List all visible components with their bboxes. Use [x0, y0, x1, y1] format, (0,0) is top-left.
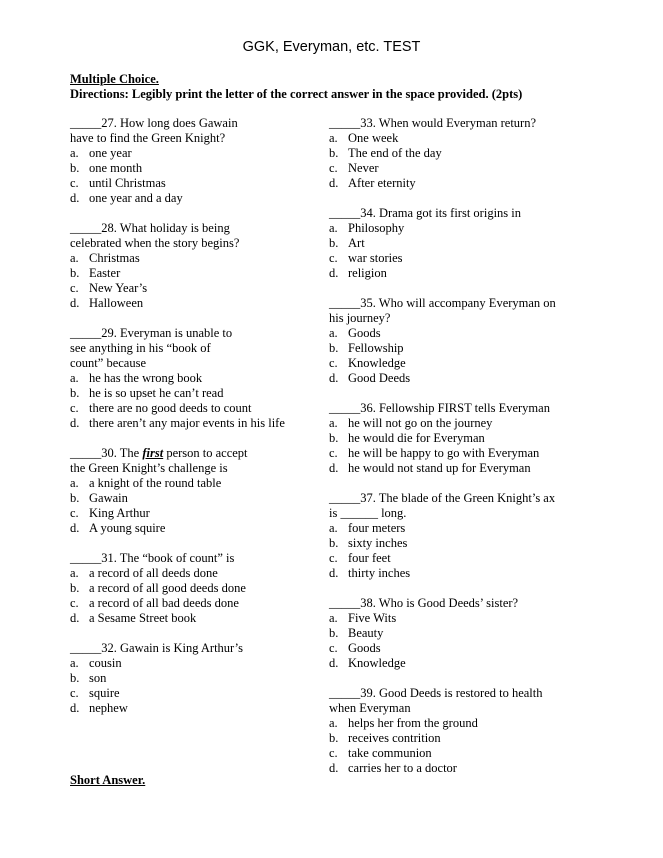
option-text: war stories — [348, 251, 403, 265]
answer-option — [329, 131, 589, 146]
option-text: Beauty — [348, 626, 384, 640]
option-text: religion — [348, 266, 387, 280]
option-text: receives contrition — [348, 731, 441, 745]
option-letter: d. — [70, 416, 80, 430]
option-letter: a. — [70, 146, 79, 160]
option-letter: d. — [329, 176, 339, 190]
answer-option — [70, 161, 300, 176]
answer-option — [329, 176, 589, 191]
option-text: Five Wits — [348, 611, 397, 625]
option-letter: b. — [329, 236, 339, 250]
option-letter: a. — [70, 251, 79, 265]
option-letter: b. — [329, 536, 339, 550]
answer-option — [70, 416, 300, 431]
question-item — [329, 401, 589, 476]
option-text: Goods — [348, 326, 381, 340]
answer-option — [70, 386, 300, 401]
option-text: Good Deeds — [348, 371, 411, 385]
option-text: Philosophy — [348, 221, 405, 235]
option-text: he would not stand up for Everyman — [348, 461, 531, 475]
question-stem: _____39. Good Deeds is restored to health when Everyman — [329, 686, 543, 715]
question-stem: _____29. Everyman is unable to see anything in his “book of count” because — [70, 326, 233, 370]
answer-option — [70, 476, 300, 491]
option-letter: c. — [70, 281, 79, 295]
option-letter: b. — [329, 146, 339, 160]
answer-option — [329, 641, 589, 656]
answer-option — [329, 356, 589, 371]
option-letter: b. — [329, 341, 339, 355]
answer-option — [329, 761, 589, 776]
option-letter: d. — [70, 611, 80, 625]
option-text: cousin — [89, 656, 122, 670]
answer-option — [329, 551, 589, 566]
option-text: Knowledge — [348, 356, 406, 370]
question-stem: _____28. What holiday is being celebrated when the story begins? — [70, 221, 240, 250]
answer-option — [70, 401, 300, 416]
option-text: Easter — [89, 266, 121, 280]
option-text: he is so upset he can’t read — [89, 386, 224, 400]
option-text: One week — [348, 131, 399, 145]
answer-option — [70, 176, 300, 191]
option-letter: c. — [70, 686, 79, 700]
directions: Directions: Legibly print the letter of the correct answer in the space provided. (2pts) — [70, 87, 523, 101]
question-item — [329, 491, 589, 581]
answer-option — [70, 581, 300, 596]
option-letter: d. — [329, 266, 339, 280]
option-text: carries her to a doctor — [348, 761, 457, 775]
question-stem: _____34. Drama got its first origins in — [329, 206, 521, 220]
option-letter: d. — [329, 371, 339, 385]
answer-option — [329, 146, 589, 161]
question-item — [70, 221, 300, 311]
answer-option — [329, 566, 589, 581]
option-text: there aren’t any major events in his life — [89, 416, 285, 430]
answer-option — [70, 566, 300, 581]
option-text: he will be happy to go with Everyman — [348, 446, 540, 460]
option-letter: d. — [329, 566, 339, 580]
option-letter: b. — [70, 161, 80, 175]
option-text: a knight of the round table — [89, 476, 222, 490]
answer-option — [70, 506, 300, 521]
option-letter: d. — [70, 296, 80, 310]
answer-option — [70, 266, 300, 281]
question-stem: _____35. Who will accompany Everyman on his journey? — [329, 296, 556, 325]
option-letter: a. — [70, 371, 79, 385]
option-letter: a. — [329, 221, 338, 235]
option-letter: b. — [70, 266, 80, 280]
option-letter: c. — [329, 251, 338, 265]
option-text: Art — [348, 236, 365, 250]
question-stem: _____31. The “book of count” is — [70, 551, 235, 565]
option-letter: d. — [329, 761, 339, 775]
question-stem: _____37. The blade of the Green Knight’s ax is ______ long. — [329, 491, 556, 520]
option-text: After eternity — [348, 176, 416, 190]
option-letter: b. — [329, 731, 339, 745]
answer-option — [70, 671, 300, 686]
question-stem: _____38. Who is Good Deeds’ sister? — [329, 596, 519, 610]
option-text: Knowledge — [348, 656, 406, 670]
answer-option — [70, 371, 300, 386]
option-text: he will not go on the journey — [348, 416, 493, 430]
question-item — [329, 206, 589, 281]
answer-option — [329, 266, 589, 281]
option-letter: c. — [329, 551, 338, 565]
option-text: Never — [348, 161, 379, 175]
option-text: a Sesame Street book — [89, 611, 197, 625]
answer-option — [329, 431, 589, 446]
option-text: there are no good deeds to count — [89, 401, 252, 415]
option-letter: b. — [70, 491, 80, 505]
answer-option — [329, 746, 589, 761]
option-letter: b. — [70, 581, 80, 595]
option-text: A young squire — [89, 521, 166, 535]
answer-option — [329, 371, 589, 386]
question-stem: _____32. Gawain is King Arthur’s — [70, 641, 244, 655]
option-text: Goods — [348, 641, 381, 655]
question-stem-emphasis: first — [142, 446, 164, 460]
option-text: a record of all deeds done — [89, 566, 218, 580]
option-letter: d. — [70, 191, 80, 205]
question-stem-part: _____30. The — [70, 446, 143, 460]
answer-option — [329, 626, 589, 641]
option-letter: c. — [329, 746, 338, 760]
answer-option — [329, 731, 589, 746]
question-item — [329, 116, 589, 191]
question-stem-part: person to accept the Green Knight’s challenge is — [70, 446, 248, 475]
answer-option — [329, 611, 589, 626]
option-text: until Christmas — [89, 176, 166, 190]
option-text: thirty inches — [348, 566, 411, 580]
option-letter: d. — [70, 521, 80, 535]
option-letter: b. — [329, 626, 339, 640]
answer-option — [70, 656, 300, 671]
option-letter: b. — [70, 671, 80, 685]
option-text: take communion — [348, 746, 432, 760]
question-item — [70, 116, 300, 206]
option-letter: c. — [329, 641, 338, 655]
option-letter: a. — [329, 416, 338, 430]
question-stem: _____36. Fellowship FIRST tells Everyman — [329, 401, 550, 415]
answer-option — [70, 281, 300, 296]
option-letter: a. — [329, 131, 338, 145]
option-letter: a. — [70, 476, 79, 490]
question-stem: _____33. When would Everyman return? — [329, 116, 537, 130]
answer-option — [70, 611, 300, 626]
answer-option — [70, 296, 300, 311]
option-letter: c. — [329, 161, 338, 175]
option-text: one month — [89, 161, 143, 175]
answer-option — [329, 326, 589, 341]
option-text: Gawain — [89, 491, 128, 505]
option-text: one year and a day — [89, 191, 183, 205]
option-letter: a. — [70, 566, 79, 580]
option-text: Christmas — [89, 251, 140, 265]
answer-option — [70, 146, 300, 161]
option-text: New Year’s — [89, 281, 148, 295]
answer-option — [329, 716, 589, 731]
option-letter: a. — [329, 521, 338, 535]
option-letter: c. — [70, 176, 79, 190]
left-question-column — [70, 116, 300, 731]
option-text: he has the wrong book — [89, 371, 203, 385]
option-text: Halloween — [89, 296, 144, 310]
answer-option — [70, 251, 300, 266]
question-item — [70, 446, 300, 536]
question-item — [70, 641, 300, 716]
option-letter: c. — [329, 446, 338, 460]
option-text: four meters — [348, 521, 406, 535]
option-letter: d. — [329, 461, 339, 475]
option-text: a record of all bad deeds done — [89, 596, 239, 610]
answer-option — [70, 191, 300, 206]
answer-option — [70, 686, 300, 701]
answer-option — [70, 491, 300, 506]
option-text: The end of the day — [348, 146, 442, 160]
answer-option — [329, 446, 589, 461]
answer-option — [329, 656, 589, 671]
answer-option — [329, 221, 589, 236]
question-item — [70, 326, 300, 431]
question-stem — [70, 446, 300, 476]
answer-option — [329, 536, 589, 551]
answer-option — [329, 161, 589, 176]
option-letter: a. — [329, 326, 338, 340]
option-letter: b. — [329, 431, 339, 445]
option-letter: d. — [70, 701, 80, 715]
question-item — [70, 551, 300, 626]
option-text: four feet — [348, 551, 391, 565]
answer-option — [70, 701, 300, 716]
option-letter: a. — [329, 611, 338, 625]
option-text: sixty inches — [348, 536, 408, 550]
option-letter: a. — [329, 716, 338, 730]
option-text: son — [89, 671, 107, 685]
option-letter: c. — [329, 356, 338, 370]
short-answer-heading: Short Answer. — [70, 773, 146, 787]
question-item — [329, 686, 589, 776]
answer-option — [70, 596, 300, 611]
option-letter: a. — [70, 656, 79, 670]
answer-option — [329, 341, 589, 356]
multiple-choice-header — [70, 72, 522, 102]
option-letter: c. — [70, 506, 79, 520]
option-text: helps her from the ground — [348, 716, 478, 730]
answer-option — [329, 521, 589, 536]
right-question-column — [329, 116, 589, 791]
option-letter: d. — [329, 656, 339, 670]
option-letter: c. — [70, 401, 79, 415]
question-item — [329, 596, 589, 671]
question-stem: _____27. How long does Gawain have to find the Green Knight? — [70, 116, 238, 145]
answer-option — [329, 251, 589, 266]
option-text: nephew — [89, 701, 128, 715]
question-item — [329, 296, 589, 386]
option-text: one year — [89, 146, 132, 160]
answer-option — [70, 521, 300, 536]
option-text: King Arthur — [89, 506, 150, 520]
option-text: he would die for Everyman — [348, 431, 485, 445]
answer-option — [329, 236, 589, 251]
answer-option — [329, 461, 589, 476]
answer-option — [329, 416, 589, 431]
option-letter: b. — [70, 386, 80, 400]
option-letter: c. — [70, 596, 79, 610]
option-text: a record of all good deeds done — [89, 581, 246, 595]
section-heading: Multiple Choice. — [70, 72, 159, 86]
option-text: Fellowship — [348, 341, 404, 355]
option-text: squire — [89, 686, 120, 700]
page-title: GGK, Everyman, etc. TEST — [242, 39, 421, 55]
